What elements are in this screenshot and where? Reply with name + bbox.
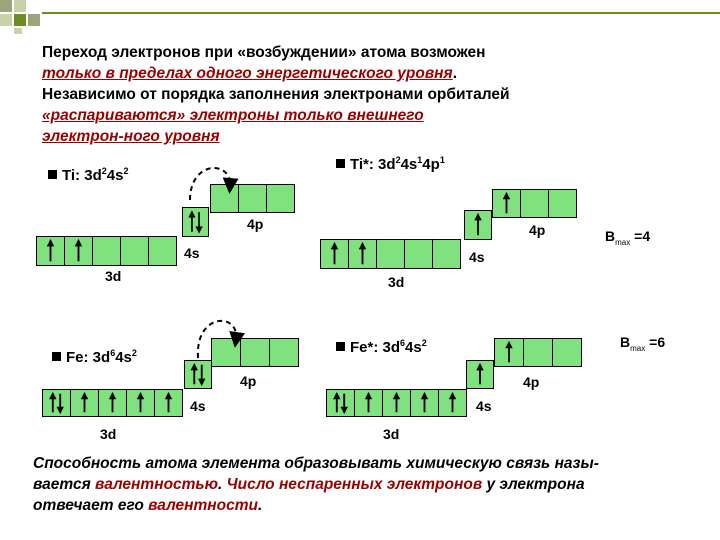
orbital-box-d <box>354 389 383 417</box>
label-3d: 3d <box>388 274 405 290</box>
orbital-box-d <box>98 389 127 417</box>
config-text: 4s <box>106 167 124 184</box>
deco-square <box>14 14 26 26</box>
spin-up-arrow <box>476 363 483 384</box>
spin-down-arrow <box>196 212 203 233</box>
label-3d: 3d <box>383 426 400 442</box>
spin-up-arrow <box>49 392 56 412</box>
config-sup: 1 <box>417 155 423 165</box>
bmax-ti <box>605 228 650 247</box>
intro-highlight: только в пределах одного энергетического уровня <box>42 65 453 82</box>
bmax-sub: max <box>630 343 646 353</box>
footer-part: у электрона <box>482 476 585 493</box>
spin-up-arrow <box>393 392 400 412</box>
config-text: Fe*: 3d <box>350 339 401 356</box>
spin-up-arrow <box>47 239 54 261</box>
label-4s: 4s <box>469 249 485 265</box>
spin-up-arrow <box>333 392 340 412</box>
orbital-box-s <box>466 360 494 389</box>
config-text: Ti*: 3d <box>350 156 396 173</box>
label-4s: 4s <box>184 245 200 261</box>
label-4p: 4p <box>240 373 257 389</box>
bmax-fe <box>620 334 665 353</box>
footer-highlight: валентности <box>148 497 258 514</box>
config-text: 4s <box>400 156 418 173</box>
spin-up-arrow <box>188 210 195 231</box>
config-sup: 2 <box>421 338 427 348</box>
spin-up-arrow <box>359 242 366 264</box>
orbital-box-d <box>154 389 183 417</box>
footer-highlight: Число неспаренных электронов <box>226 476 483 493</box>
orbital-box-p <box>552 338 582 367</box>
orbital-box-d <box>120 236 149 266</box>
label-3d: 3d <box>105 268 122 284</box>
orbital-box-p <box>520 189 549 218</box>
orbital-box-d <box>36 236 65 266</box>
config-sup: 2 <box>131 348 137 358</box>
spin-up-arrow <box>165 392 172 412</box>
bullet-icon <box>52 352 61 361</box>
spin-up-arrow <box>365 392 372 412</box>
intro-line <box>42 126 682 147</box>
orbital-box-d <box>92 236 121 266</box>
deco-square <box>14 28 22 34</box>
bmax-value: =6 <box>645 334 666 350</box>
config-fe-star <box>336 338 427 356</box>
label-4s: 4s <box>190 398 206 414</box>
footer-part: . <box>218 476 227 493</box>
label-3d: 3d <box>100 426 117 442</box>
bullet-icon <box>336 342 345 351</box>
orbital-box-d <box>432 239 461 269</box>
orbital-box-d <box>404 239 433 269</box>
header-decoration <box>0 0 720 36</box>
config-text: 4s <box>405 339 422 356</box>
label-4p: 4p <box>523 374 540 390</box>
config-text: Ti: 3d <box>62 167 102 184</box>
orbital-box-s <box>184 360 212 389</box>
footer-line <box>33 495 703 516</box>
intro-line <box>42 105 682 126</box>
footer-part: . <box>257 497 263 514</box>
config-sup: 6 <box>400 338 406 348</box>
deco-square <box>28 14 40 26</box>
intro-text <box>42 42 682 147</box>
bmax-value: =4 <box>630 228 651 244</box>
orbital-box-d <box>70 389 99 417</box>
config-text: Fe: 3d <box>66 349 111 366</box>
orbital-box-p <box>523 338 553 367</box>
header-rule <box>42 12 720 14</box>
orbital-box-p <box>266 184 295 213</box>
config-fe <box>52 348 137 366</box>
config-text: 4p <box>422 156 440 173</box>
spin-up-arrow <box>81 392 88 412</box>
deco-square <box>0 0 12 12</box>
spin-up-arrow <box>421 392 428 412</box>
orbital-box-s <box>464 210 492 240</box>
spin-up-arrow <box>75 239 82 261</box>
spin-up-arrow <box>505 341 512 362</box>
orbital-box-d <box>148 236 177 266</box>
bmax-letter: В <box>605 228 616 244</box>
config-ti-star <box>336 155 445 173</box>
config-sup: 2 <box>395 155 401 165</box>
footer-line: Способность атома элемента образовывать химическую связь назы- <box>33 455 599 472</box>
orbital-box-d <box>348 239 377 269</box>
config-sup: 1 <box>439 155 445 165</box>
orbital-box-d <box>438 389 467 417</box>
bmax-letter: В <box>620 334 631 350</box>
orbital-box-p <box>240 338 270 367</box>
footer-part: отвечает его <box>33 497 149 514</box>
orbital-box-d <box>326 389 355 417</box>
deco-square <box>14 0 26 12</box>
spin-down-arrow <box>198 365 205 386</box>
label-4p: 4p <box>247 216 264 232</box>
footer-highlight: валентностью <box>95 476 219 493</box>
orbital-box-p <box>494 338 524 367</box>
intro-highlight: электрон-ного уровня <box>42 128 220 145</box>
orbital-box-s <box>182 207 209 237</box>
orbital-box-d <box>64 236 93 266</box>
config-text: 4s <box>115 349 132 366</box>
orbital-box-d <box>382 389 411 417</box>
spin-up-arrow <box>449 392 456 412</box>
bmax-sub: max <box>615 237 631 247</box>
orbital-box-p <box>269 338 299 367</box>
footer-line <box>33 474 703 495</box>
orbital-box-d <box>42 389 71 417</box>
spin-down-arrow <box>57 394 64 414</box>
config-sup: 2 <box>101 166 107 176</box>
intro-punct: . <box>452 65 457 82</box>
spin-up-arrow <box>109 392 116 412</box>
orbital-box-d <box>410 389 439 417</box>
config-ti <box>48 166 128 184</box>
footer-part: вается <box>33 476 96 493</box>
bullet-icon <box>48 170 57 179</box>
label-4p: 4p <box>529 222 546 238</box>
spin-up-arrow <box>474 213 481 235</box>
footer-text <box>33 453 703 516</box>
intro-line: Независимо от порядка заполнения электронами орбиталей <box>42 86 510 103</box>
spin-down-arrow <box>341 394 348 414</box>
label-4s: 4s <box>476 398 492 414</box>
deco-square <box>0 14 12 26</box>
spin-up-arrow <box>503 192 510 213</box>
config-sup: 6 <box>110 348 116 358</box>
orbital-box-p <box>548 189 577 218</box>
orbital-box-p <box>210 184 239 213</box>
orbital-box-d <box>126 389 155 417</box>
config-sup: 2 <box>123 166 129 176</box>
bullet-icon <box>336 159 345 168</box>
intro-highlight: «распариваются» электроны только внешнего <box>42 107 424 124</box>
intro-line <box>42 63 682 84</box>
spin-up-arrow <box>331 242 338 264</box>
orbital-box-d <box>320 239 349 269</box>
spin-up-arrow <box>137 392 144 412</box>
spin-up-arrow <box>191 363 198 384</box>
orbital-box-p <box>238 184 267 213</box>
intro-line: Переход электронов при «возбуждении» атома возможен <box>42 44 486 61</box>
orbital-box-p <box>492 189 521 218</box>
orbital-box-d <box>376 239 405 269</box>
orbital-box-p <box>211 338 241 367</box>
